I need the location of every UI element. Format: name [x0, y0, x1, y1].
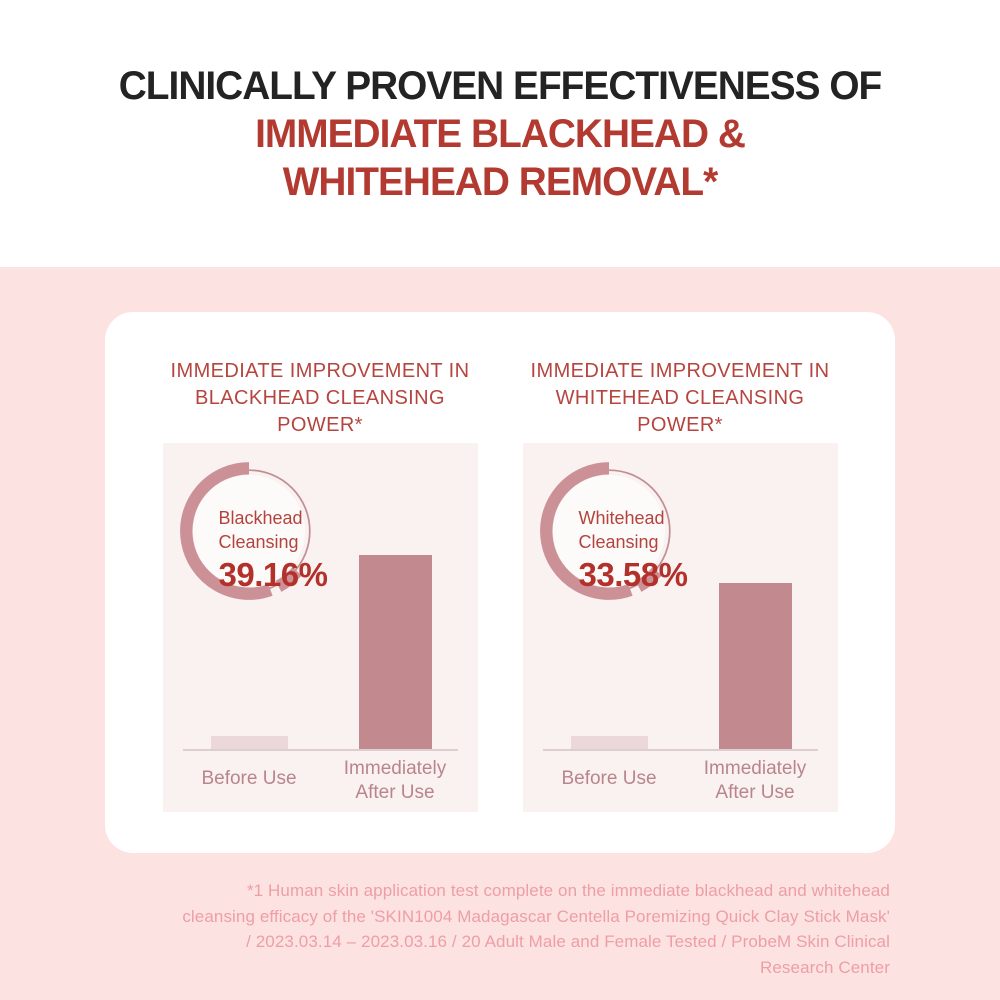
bar-after-use	[359, 555, 432, 751]
footnote-line: / 2023.03.14 – 2023.03.16 / 20 Adult Male and Female Tested / ProbeM Skin Clinical	[246, 932, 890, 951]
x-axis-label-line: After Use	[715, 782, 795, 803]
page-title-line3: WHITEHEAD REMOVAL*	[282, 160, 718, 204]
blackhead-chart-panel	[163, 443, 478, 812]
x-axis-label-after	[323, 757, 468, 805]
page-title-line1: CLINICALLY PROVEN EFFECTIVENESS OF	[118, 64, 882, 108]
donut-label: Cleansing	[218, 532, 299, 552]
heading-line: IMMEDIATE IMPROVEMENT IN	[530, 360, 830, 382]
donut-text	[579, 506, 688, 594]
clinical-test-footnote	[170, 878, 890, 980]
results-card	[105, 312, 895, 853]
bar-after-use	[719, 583, 792, 751]
x-axis-label-line: Immediately	[703, 758, 807, 779]
whitehead-chart-heading	[523, 358, 838, 436]
title-section	[0, 0, 1000, 267]
whitehead-column	[523, 358, 838, 853]
donut-text	[219, 506, 328, 594]
donut-percentage: 39.16%	[218, 556, 328, 593]
x-axis-label-line: After Use	[355, 782, 435, 803]
donut-percentage: 33.58%	[578, 556, 688, 593]
blackhead-chart-heading	[163, 358, 478, 436]
blackhead-column	[163, 358, 478, 853]
x-axis-label-before: Before Use	[201, 768, 297, 789]
footnote-line: cleansing efficacy of the 'SKIN1004 Madagascar Centella Poremizing Quick Clay Stick Mask'	[182, 906, 890, 926]
donut-label: Whitehead	[578, 508, 665, 528]
heading-line: IMMEDIATE IMPROVEMENT IN	[170, 360, 470, 382]
x-axis-label-after	[683, 757, 828, 805]
footnote-line: *1 Human skin application test complete on the immediate blackhead and whitehead	[246, 881, 890, 900]
blackhead-donut-chart	[173, 455, 328, 607]
heading-line: WHITEHEAD CLEANSING POWER*	[555, 387, 805, 436]
heading-line: BLACKHEAD CLEANSING POWER*	[195, 387, 445, 436]
donut-label: Blackhead	[218, 508, 303, 528]
x-axis-baseline	[183, 749, 458, 751]
page-title-line2: IMMEDIATE BLACKHEAD &	[255, 112, 745, 156]
x-axis-label-line: Immediately	[343, 758, 447, 779]
whitehead-donut-chart	[533, 455, 688, 607]
results-section	[0, 267, 1000, 1000]
footnote-line: Research Center	[759, 957, 890, 977]
x-axis-label-before: Before Use	[561, 768, 657, 789]
donut-label: Cleansing	[578, 532, 659, 552]
whitehead-chart-panel	[523, 443, 838, 812]
x-axis-baseline	[543, 749, 818, 751]
